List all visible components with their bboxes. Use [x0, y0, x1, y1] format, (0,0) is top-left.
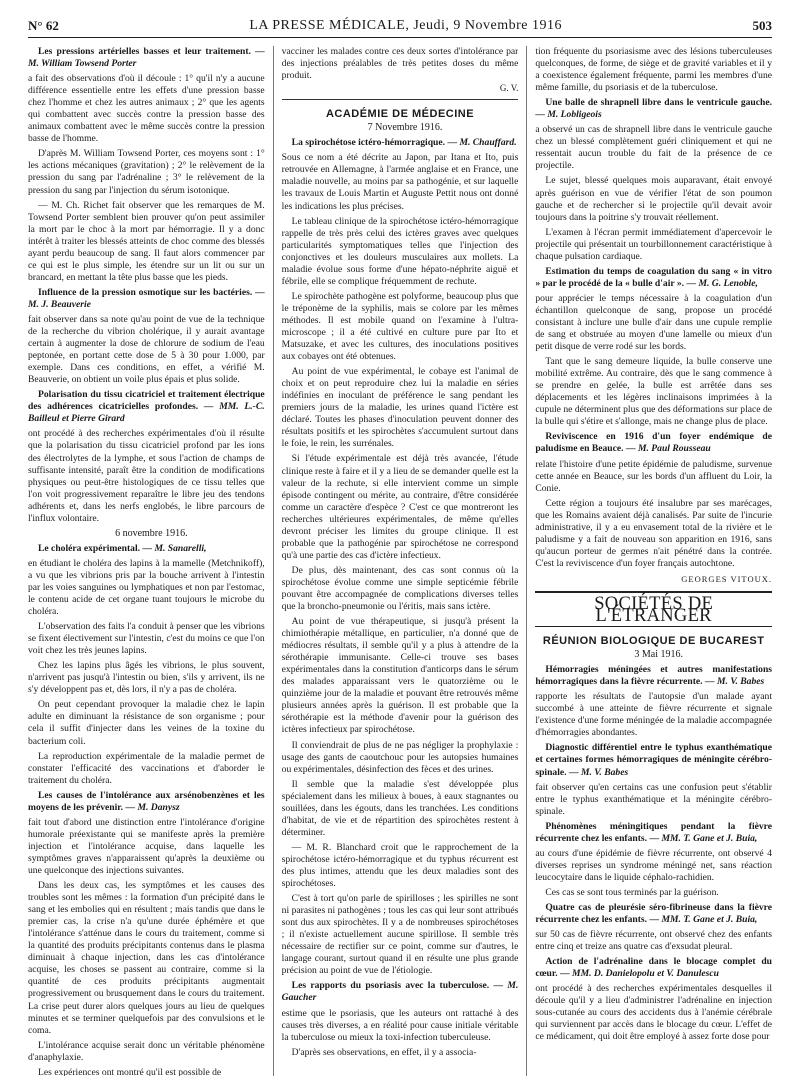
paragraph: L'examen à l'écran permit immédiatement d'apercevoir le projectile qui présentait un tourbillonnement caractéristique à chaque pulsation cardiaque.: [535, 226, 773, 262]
paragraph: estime que le psoriasis, que les auteurs ont rattaché à des causes très diverses, a en réalité pour cause initiale véritable la tuberculose ou mieux la toxi-infection tuberculeuse.: [281, 1007, 519, 1043]
article-columns: [28, 46, 772, 1076]
paragraph: ont procédé à des recherches expérimentales d'où il résulte que la polarisation du tissu cicatriciel profond par les ions des électrolytes de la lymphe, et sous l'action de champs de suffisante intensité, paraît être la condition de modifications physiques ou peut-être histologiques de ce tissu telles que l'on voit progressivement reparaître le libre jeu des tendons adhérents et, dans les nerfs englobés, le libre parcours de l'influx volontaire.: [28, 428, 265, 524]
article-author: — M. William Towsend Porter: [28, 46, 265, 70]
session-date: 3 Mai 1916.: [634, 649, 683, 661]
section-title: RÉUNION BIOLOGIQUE DE BUCAREST: [542, 635, 765, 648]
column-middle: [273, 46, 519, 1076]
paragraph: au cours d'une épidémie de fièvre récurrente, ont observé 4 diverses reprises un syndrome méningé net, sans réaction leucocytaire dans le liquide céphalo-rachidien.: [535, 847, 773, 883]
paragraph: a fait des observations d'où il découle : 1° qu'il n'y a aucune différence essentielle entre les effets d'une pression basse chez l'homme et chez les autres animaux ; 2° que les agents qui combattent avec succès contre la pression basse des animaux combattent avec le même succès contre la pression basse de l'homme.: [28, 73, 265, 145]
article-title: Le choléra expérimental. — M. Sanarelli,: [38, 542, 207, 554]
article-title: Les rapports du psoriasis avec la tuberculose. — M. Gaucher: [281, 980, 519, 1004]
paragraph: C'est à tort qu'on parle de spirilloses ; les spirilles ne sont ni parasites ni pathogènes ; tous les cas qui leur sont attribués sont dus aux spirochètes. Il y a de nombreuses spirochétoses ; il n'existe actuellement aucune spirillose. Il semble très nécessaire de rectifier sur ce point, comme sur d'autres, le langage courant, surtout quand il en résulte une plus grande précision au point de vue de l'étiologie.: [281, 893, 519, 977]
paragraph: Il conviendrait de plus de ne pas négliger la prophylaxie : usage des gants de caoutchouc pour les autopsies humaines ou expérimentales, désinfection des fèces et des urines.: [281, 739, 519, 775]
article-title: Diagnostic différentiel entre le typhus exanthématique et certaines formes hémorragiques de méningite cérébro-spinale. — M. V. Babes: [535, 742, 773, 778]
paragraph: Si l'étude expérimentale est déjà très avancée, l'étude clinique reste à faire et il y a lieu de se demander quelle est la valeur de la rechute, si elle intervient comme un simple épisode contingent ou mérite, au contraire, d'être considérée comme un caractère d'espèce ? C'est ce que montreront les recherches ultérieures expérimentales, de même qu'elles devront préciser les limites du groupe clinique. Il est probable que la pathogénie par spirochétose ne correspond qu'à une partie des cas d'ictère infectieux.: [281, 453, 519, 561]
column-left: [28, 46, 265, 1076]
paragraph: pour apprécier le temps nécessaire à la coagulation d'un échantillon quelconque de sang, propose un procédé consistant à inclure une bulle d'air dans une cupule remplie de sang et obstruée au moyen d'une lamelle ou mieux d'un petit disque de verre rodé sur les bords.: [535, 292, 773, 353]
paragraph: Au point de vue thérapeutique, si jusqu'à présent la chimiothérapie métallique, en particulier, n'a donné que de médiocres résultats, il semble qu'il y a plus à attendre de la sérothérapie immunisante. Celle-ci trouve ses bases expérimentales dans la constitution d'anticorps dans le sérum des malades apparaissant vers le quatorzième ou le quinzième jour de la maladie et pouvant être retrouvés même plusieurs années après la guérison. Il est probable que la sérothérapie est la méthode d'avenir pour la guérison des ictères infectieux par spirochétose.: [281, 616, 519, 736]
article-author: — M. J. Beauverie: [28, 286, 265, 310]
paragraph: Dans les deux cas, les symptômes et les causes des troubles sont les mêmes : la formation d'un précipité dans le sang et les embolies qui en résultent ; mais tandis que dans le premier cas, la crise n'a qu'une durée éphémère et que l'intolérance s'atténue dans le cours du traitement, comme si la quantité des produits précipitants contenus dans le plasma diminuait à chaque injection, dans les cas d'intolérance acquise, les choses se passent au contraire, comme si la quantité de ces produits précipitants augmentait progressivement ou brusquement dans le cours du traitement. La crise peut durer alors quelques jours au lieu de quelques minutes et se terminer quelquefois par des convulsions et le coma.: [28, 880, 265, 1036]
paragraph: — M. R. Blanchard croit que le rapprochement de la spirochétose ictéro-hémorragique et du typhus récurrent est des plus intimes, attendu que les deux maladies sont des spirochétoses.: [281, 841, 519, 890]
paragraph: La reproduction expérimentale de la maladie permet de constater l'efficacité des vaccinations et d'aborder le traitement du choléra.: [28, 750, 265, 786]
article-title: La spirochétose ictéro-hémorragique. — M. Chauffard.: [291, 137, 517, 149]
signature: G. V.: [499, 83, 519, 94]
page-number: 503: [752, 18, 772, 33]
paragraph: Le tableau clinique de la spirochétose ictéro-hémorragique rappelle de très près celui des ictères graves avec quelques particularités symptomatiques telles que l'injection des conjonctives et les douleurs musculaires aux mollets. La maladie évolue sous forme d'une hépato-néphrite aiguë et fébrile, elle se complique fréquemment de rechute.: [281, 215, 519, 287]
paragraph: Il semble que la maladie s'est développée plus spécialement dans les milieux à boues, à eaux stagnantes ou souillées, dans les égouts, dans les tranchées. Les conditions d'habitat, de vie et de répartition des spirochètes restent à déterminer.: [281, 778, 519, 838]
article-author: — M. Gaucher: [281, 980, 519, 1004]
article-title: Hémorragies méningées et autres manifestations hémorragiques dans la fièvre récurrente. — M. V. Babes: [535, 664, 773, 688]
session-date: 6 novembre 1916.: [115, 527, 188, 539]
article-title: Reviviscence en 1916 d'un foyer endémique de paludisme en Beauce. — M. Paul Rousseau: [535, 431, 773, 455]
article-author: — M. V. Babes: [705, 676, 765, 688]
paragraph: fait tout d'abord une distinction entre l'intolérance d'origine humorale préexistante qui se manifeste après la première injection et l'intolérance acquise, dans laquelle les symptômes graves n'apparaissent qu'après la deuxième ou une quelconque des injections suivantes.: [28, 816, 265, 876]
paragraph: D'après ses observations, en effet, il y a associa-: [291, 1046, 477, 1058]
article-author: — MM. D. Danielopolu et V. Danulescu: [560, 968, 720, 980]
article-author: — M. Paul Rousseau: [625, 443, 711, 455]
paragraph: vacciner les malades contre ces deux sortes d'intolérance par des injections préalables de très petites doses du même produit.: [281, 46, 519, 82]
paragraph: Ces cas se sont tous terminés par la guérison.: [545, 886, 719, 898]
article-title: Quatre cas de pleurésie séro-fibrineuse dans la fièvre récurrente chez les enfants. — MM. T. Gane et J. Buia,: [535, 902, 773, 926]
paragraph: tion fréquente du psoriasisme avec des lésions tuberculeuses quelconques, de forme, de siège et de gravité variables et il y a coexistence également fréquente, parmi les membres d'une même famille, du psoriasis et de la tuberculose.: [535, 46, 773, 94]
article-title: Action de l'adrénaline dans le blocage complet du cœur. — MM. D. Danielopolu et V. Danulescu: [535, 956, 773, 980]
paragraph: a observé un cas de shrapnell libre dans le ventricule gauche chez un blessé complètement guéri cliniquement et qui ne ressentait aucun trouble du fait de la présence de ce projectile.: [535, 124, 773, 172]
article-author: — M. Sanarelli,: [142, 542, 207, 554]
divider: [282, 99, 519, 100]
paragraph: Chez les lapins plus âgés les vibrions, le plus souvent, n'arrivent pas jusqu'à l'intestin ou bien, s'ils y arrivent, ils ne s'y développent pas et, dès lors, il n'y a pas de choléra.: [28, 660, 265, 696]
article-author: — MM. L.-C. Bailleul et Pierre Girard: [28, 401, 265, 425]
article-title: Polarisation du tissu cicatriciel et traitement électrique des adhérences cicatricielles profondes. — MM. L.-C. Bailleul et Pierre Girard: [28, 389, 265, 425]
paragraph: relate l'histoire d'une petite épidémie de paludisme, survenue cette année en Beauce, sur les bords d'un affluent du Loir, la Conie.: [535, 458, 773, 494]
signature: GEORGES VITOUX.: [681, 573, 773, 584]
paragraph: fait observer qu'en certains cas une confusion peut s'établir entre le typhus exanthématique et la méningite cérébro-spinale.: [535, 781, 773, 817]
paragraph: On peut cependant provoquer la maladie chez le lapin adulte en diminuant la résistance de son organisme ; pour cela il suffit d'injecter dans les veines de la toxine du bacterium coli.: [28, 699, 265, 747]
section-heading-foreign-societies: SOCIÉTÉS DE L'ÉTRANGER: [535, 591, 772, 627]
article-author: — MM. T. Gane et J. Buia,: [649, 914, 758, 926]
paragraph: Le sujet, blessé quelques mois auparavant, était envoyé après guérison en vue de vérifier l'état de son poumon gauche et de rechercher si le projectile qu'il devait avoir toujours dans la poitrine s'y trouvait réellement.: [535, 175, 773, 223]
article-title: Les pressions artérielles basses et leur traitement. — M. William Towsend Porter: [28, 46, 265, 70]
paragraph: Le spirochète pathogène est polyforme, beaucoup plus que le tréponème de la syphilis, mais se colore par les mêmes méthodes. Il est mobile quand on l'examine à l'ultra-microscope ; il a été cultivé en culture pure par Ito et Matsuzake, et avec les cultures, des inoculations positives aux cobayes ont été obtenues.: [281, 290, 519, 363]
paragraph: Tant que le sang demeure liquide, la bulle conserve une mobilité extrême. Au contraire, dès que le sang commence à se prendre en gelée, la bulle est arrêtée dans ses déplacements et les légères inclinaisons imprimées à la cupule ne déterminent plus que des déformations sur place de la bulle qui s'étire et s'allonge, mais ne change plus de place.: [535, 356, 773, 428]
article-author: — MM. T. Gane et J. Buia,: [649, 832, 758, 844]
paragraph: — M. Ch. Richet fait observer que les remarques de M. Towsend Porter semblent bien prouver qu'on peut assimiler la mort par le choc à la mort par hémorragie. Il y a donc intérêt à traiter les blessés atteints de choc comme des blessés ayant perdu beaucoup de sang. Il faut alors commencer par ce qui est le plus simple, les étendre sur un lit ou sur un brancard, en mettant la tête plus basse que les pieds.: [28, 199, 265, 283]
paragraph: ont procédé à des recherches expérimentales desquelles il découle qu'il y a lieu d'administrer l'adrénaline en injection sous-cutanée au cours des accidents dus à l'anémie cérébrale qui surviennent par accès dans le blocage du cœur. L'effet de ce médicament, qui doit être employé à assez forte dose pour: [535, 983, 773, 1043]
article-author: — M. V. Babes: [568, 766, 629, 778]
article-author: — M. Chauffard.: [447, 137, 517, 149]
paragraph: Cette région a toujours été insalubre par ses marécages, que les Romains avaient déjà canalisés. Par suite de l'incurie administrative, il y a eu envasement total de la rivière et le paludisme y a fait de nouveau son apparition en 1916, sans qu'aucun porteur de germes n'ait pénétré dans la contrée. C'est la reviviscence d'un foyer français autochtone.: [535, 497, 773, 569]
page-header: [28, 10, 772, 38]
issue-number: N° 62: [28, 18, 59, 33]
paragraph: L'intolérance acquise serait donc un véritable phénomène d'anaphylaxie.: [28, 1039, 265, 1063]
session-date: 7 Novembre 1916.: [367, 122, 443, 134]
column-right: [526, 46, 772, 1076]
paragraph: De plus, dès maintenant, des cas sont connus où la spirochétose évolue comme une simple septicémie fébrile pouvant être accompagnée de complications diverses telles que la broncho-pneumonie ou l'éritis, mais sans ictère.: [281, 564, 519, 613]
paragraph: Sous ce nom a été décrite au Japon, par Itana et Ito, puis retrouvée en Allemagne, à l'armée anglaise et en France, une maladie nouvelle, au moins par sa pathogénie, et sur laquelle les travaux de Louis Martin et Auguste Pettit nous ont donné les indications les plus précises.: [281, 152, 519, 212]
paragraph: Les expériences ont montré qu'il est possible de: [38, 1066, 222, 1076]
article-author: — M. Danysz: [125, 801, 180, 813]
paragraph: L'observation des faits l'a conduit à penser que les vibrions se fixent électivement sur l'intestin, c'est du moins ce que l'on voit chez les très jeunes lapins.: [28, 621, 265, 657]
section-title: ACADÉMIE DE MÉDECINE: [325, 108, 475, 121]
journal-title: LA PRESSE MÉDICALE, Jeudi, 9 Novembre 1916: [249, 18, 562, 33]
paragraph: rapporte les résultats de l'autopsie d'un malade ayant succombé à une atteinte de fièvre récurrente et signale l'existence d'une forme méningée de la maladie accompagnée d'hémorragies abondantes.: [535, 691, 773, 739]
paragraph: fait observer dans sa note qu'au point de vue de la technique de la recherche du vibrion cholérique, il y aurait avantage certain à augmenter la dose de chlorure de sodium de l'eau peptonée, en portant cette dose de 5 à 30 pour 1.000, par exemple. Dans ces conditions, en effet, a vérifié M. Beauverie, on obtient un voile plus épais et plus solide.: [28, 313, 265, 386]
article-title: Influence de la pression osmotique sur les bactéries. — M. J. Beauverie: [28, 286, 265, 310]
paragraph: Au point de vue expérimental, le cobaye est l'animal de choix et on peut reproduire chez lui la maladie en séries indéfinies en inoculant de préférence le sang pendant les premiers jours de la maladie, les urines quand l'ictère est déclaré. Toutes les phases d'inoculation peuvent donner des résultats positifs et les spirochètes s'accumulent surtout dans le foie, le rein, les surrénales.: [281, 366, 519, 450]
article-title: Phénomènes méningitiques pendant la fièvre récurrente chez les enfants. — MM. T. Gane et J. Buia,: [535, 820, 773, 844]
paragraph: sur 50 cas de fièvre récurrente, ont observé chez des enfants entre cinq et treize ans quatre cas d'exsudat pleural.: [535, 929, 773, 953]
paragraph: D'après M. William Towsend Porter, ces moyens sont : 1° les actions mécaniques (gravitation) ; 2° le relèvement de la pression du sang par l'adrénaline ; 3° le relèvement de la pression du sang par l'injection du sérum isotonique.: [28, 148, 265, 196]
article-title: Une balle de shrapnell libre dans le ventricule gauche. — M. Lobligeois: [535, 97, 773, 121]
article-title: Les causes de l'intolérance aux arsénobenzènes et les moyens de les prévenir. — M. Danysz: [28, 789, 265, 813]
paragraph: en étudiant le choléra des lapins à la mamelle (Metchnikoff), a vu que les vibrions pris par la bouche arrivent à l'intestin par les voies sanguines ou lymphatiques et non par l'estomac, le contenu acide de cet organe tuant toujours le microbe du choléra.: [28, 557, 265, 618]
article-author: — M. G. Lenoble,: [686, 277, 758, 289]
article-title: Estimation du temps de coagulation du sang « in vitro » par le procédé de la « bulle d'air ». — M. G. Lenoble,: [535, 265, 773, 289]
article-author: — M. Lobligeois: [535, 109, 602, 121]
